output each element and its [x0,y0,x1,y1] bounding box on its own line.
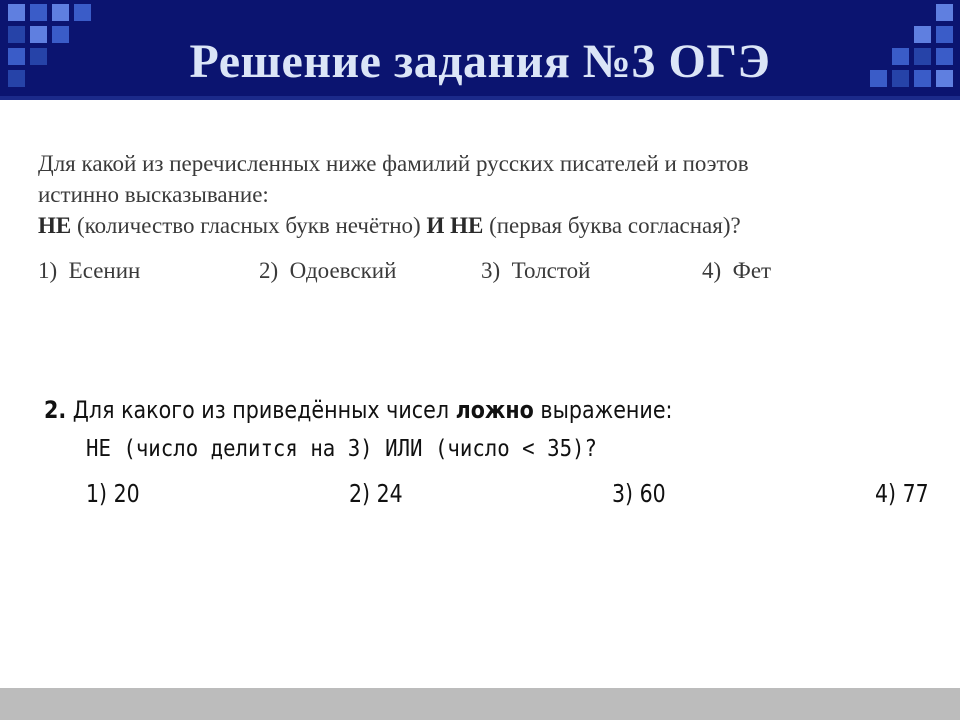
q1-option-2-num: 2) [259,258,279,283]
q1-option-4 [702,257,771,285]
question-1-line-3 [38,210,922,241]
q2-number: 2. [44,396,67,424]
question-2-expression: НЕ (число делится на 3) ИЛИ (число < 35)? [86,436,597,462]
q2-text-before: Для какого из приведённых чисел [66,396,456,424]
q1-option-1 [38,257,140,285]
q1-condition-2: (первая буква согласная)? [483,213,741,238]
q1-option-3-num: 3) [481,258,501,283]
q1-bold-ne: НЕ [38,213,72,238]
q1-option-2-text: Одоевский [289,258,397,283]
q2-option-4 [875,479,929,508]
slide-title: Решение задания №3 ОГЭ [189,35,771,88]
q2-option-2 [349,479,403,508]
question-2-prompt [44,396,672,424]
q2-text-after: выражение: [533,396,673,424]
q1-condition-1: (количество гласных букв нечётно) [71,213,427,238]
q1-option-1-text: Есенин [68,258,141,283]
q2-option-2-text: 24 [376,479,403,508]
q2-option-3 [612,479,666,508]
slide-footer-bar [0,688,960,720]
q1-option-4-num: 4) [702,258,722,283]
q1-option-2 [259,257,396,285]
q1-option-4-text: Фет [732,258,772,283]
slide-header [0,0,960,96]
q2-bold-lozhno: ложно [455,396,534,424]
q2-option-4-num: 4) [875,479,897,508]
header-divider [0,96,960,100]
question-1-text [38,148,922,241]
q2-option-2-num: 2) [349,479,371,508]
q2-option-1-num: 1) [86,479,108,508]
q1-option-3-text: Толстой [511,258,591,283]
q2-option-4-text: 77 [902,479,929,508]
question-2-options [44,479,944,511]
q1-bold-i-ne: И НЕ [426,213,484,238]
question-1-line-2: истинно высказывание: [38,182,269,207]
q2-option-1-text: 20 [113,479,140,508]
q1-option-3 [481,257,590,285]
q1-option-1-num: 1) [38,258,58,283]
q2-option-1 [86,479,140,508]
q2-option-3-text: 60 [639,479,666,508]
question-1-line-1: Для какой из перечисленных ниже фамилий русских писателей и поэтов [38,151,749,176]
q2-option-3-num: 3) [612,479,634,508]
